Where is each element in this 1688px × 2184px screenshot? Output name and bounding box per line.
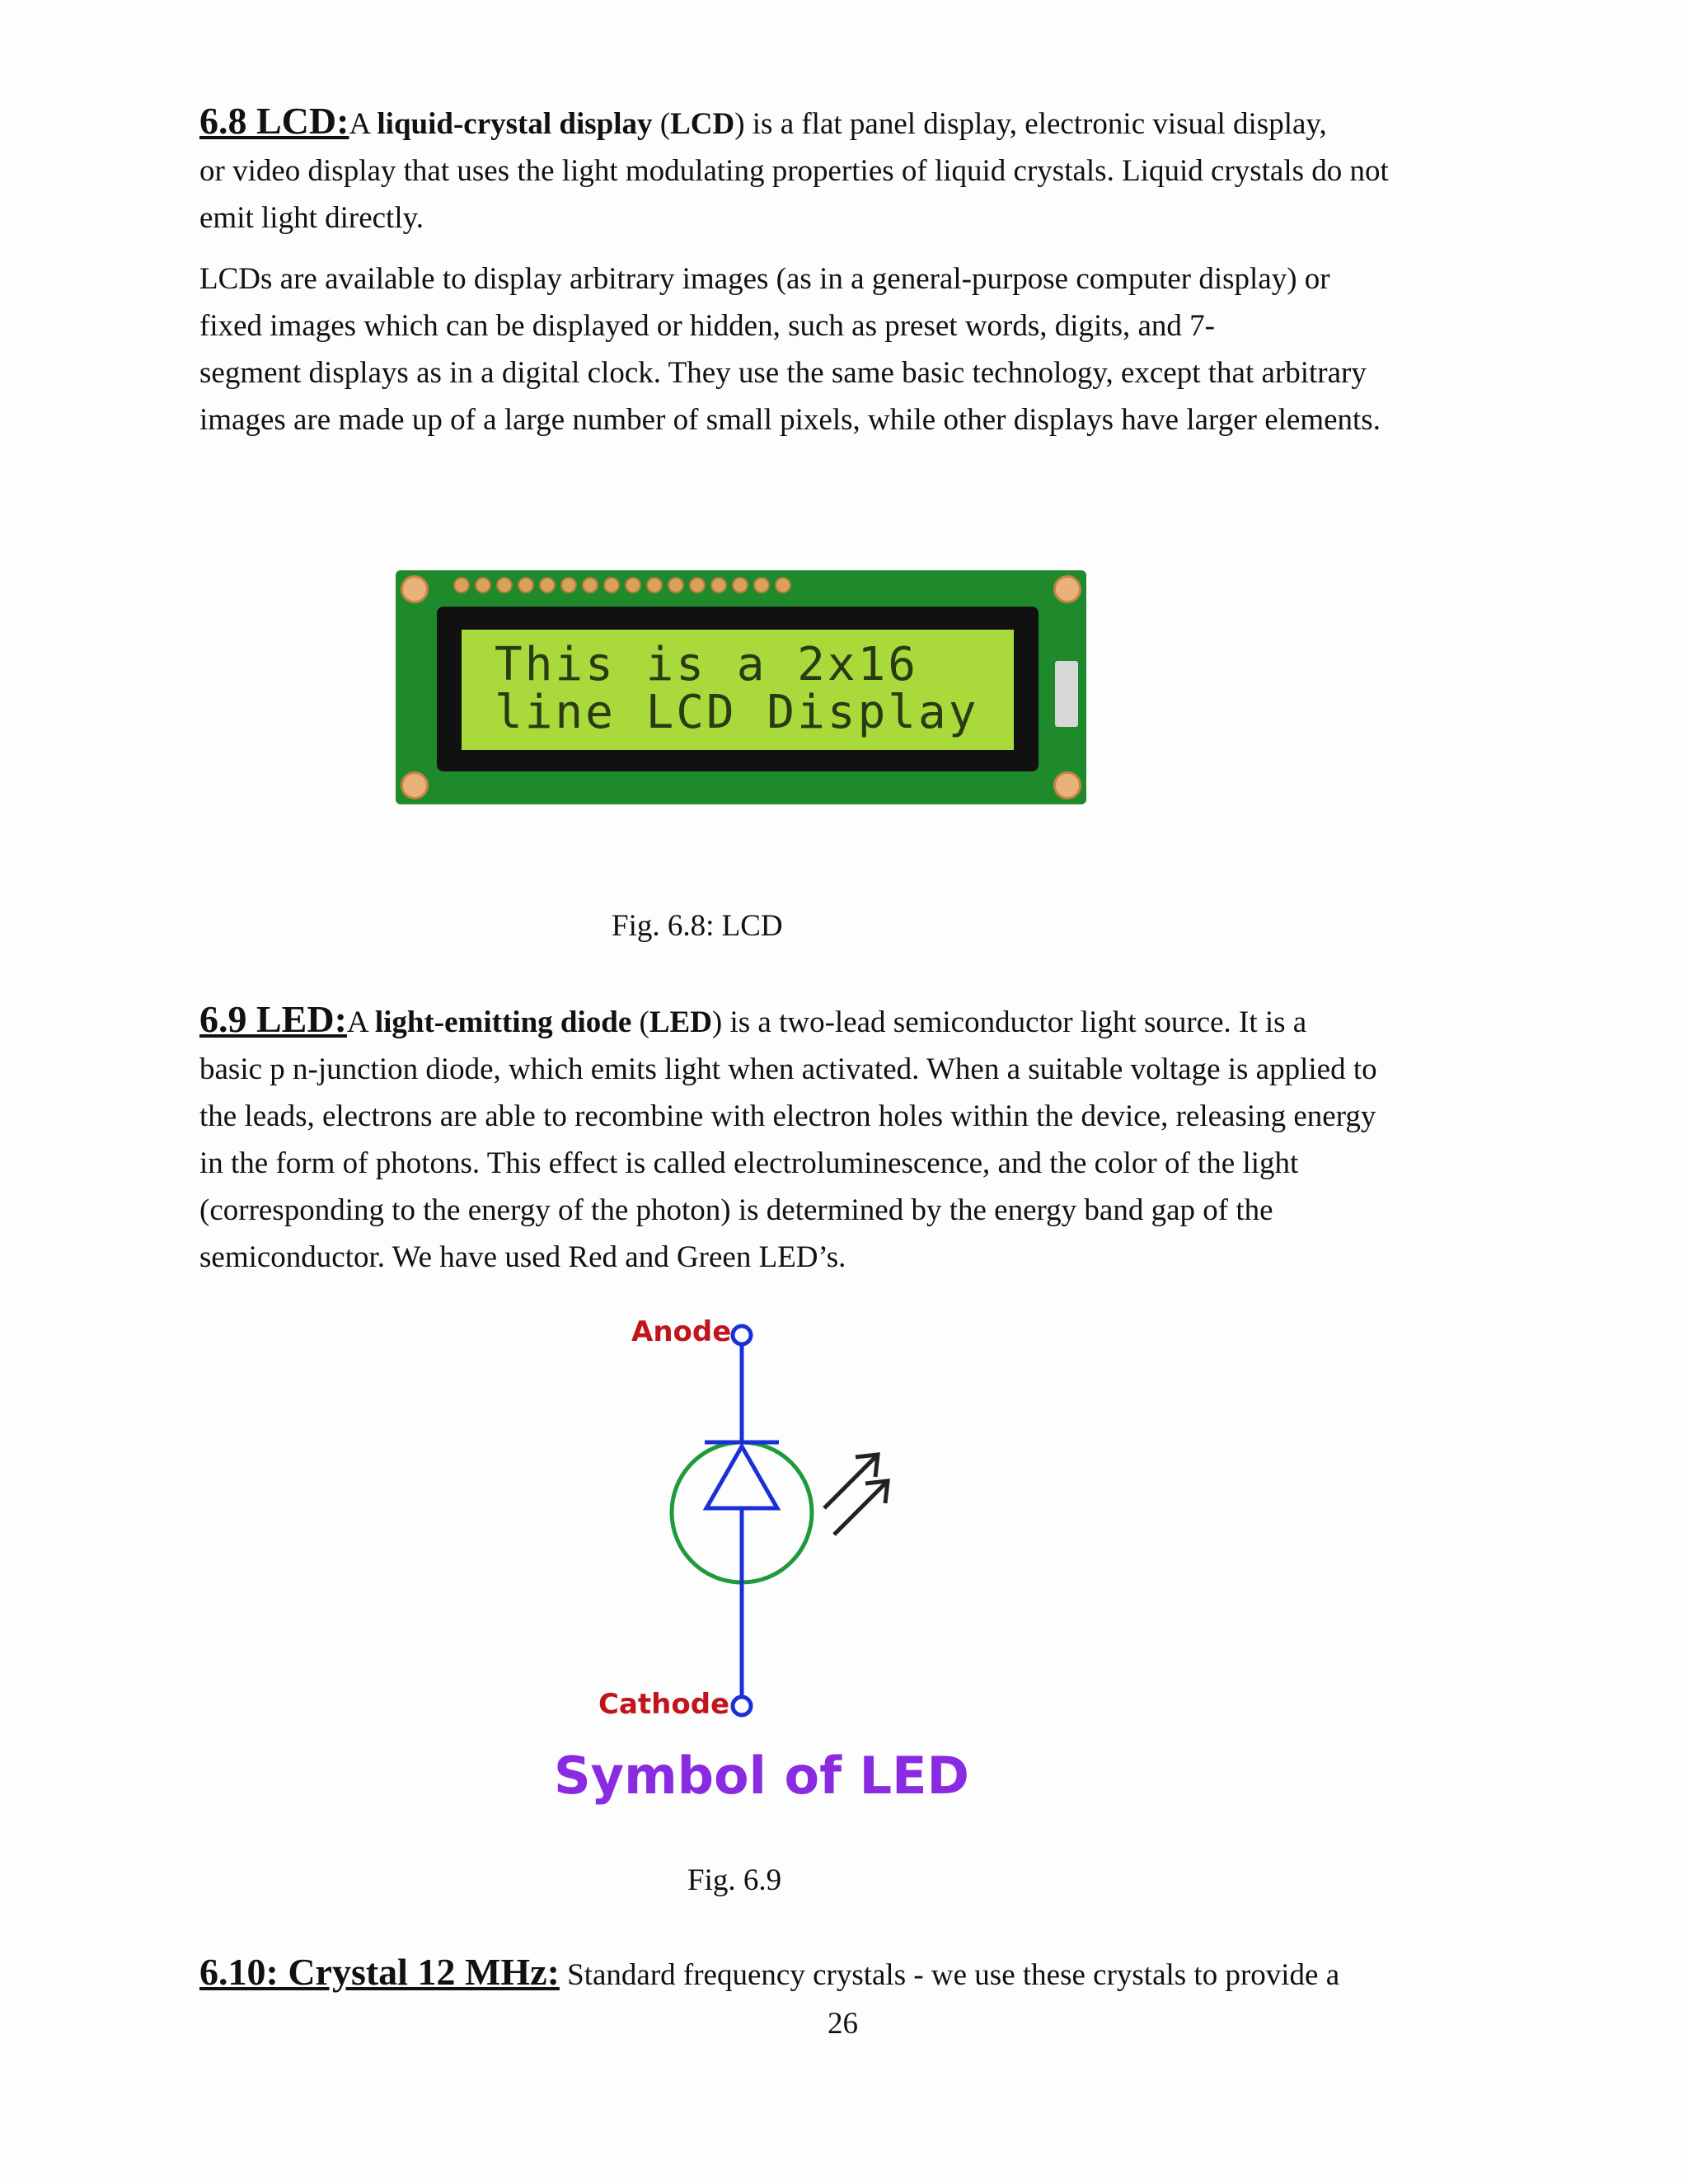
lcd-screen [462, 630, 1014, 750]
abbr-led-bold: LED [649, 1005, 712, 1039]
text-run: Standard frequency crystals - we use these crystals to provide a [559, 1958, 1340, 1992]
term-lcd-bold: liquid-crystal display [377, 107, 653, 141]
anode-label: Anode [631, 1315, 732, 1348]
figure-caption-lcd: Fig. 6.8: LCD [612, 909, 783, 943]
crystal-heading: 6.10: Crystal 12 MHz: [199, 1951, 560, 1993]
led-symbol-title: Symbol of LED [554, 1746, 969, 1806]
led-heading: 6.9 LED: [199, 998, 347, 1040]
backlight-connector [1055, 661, 1078, 727]
text-line: the leads, electrons are able to recombine with electron holes within the device, releasing energy [199, 1099, 1376, 1133]
text-run: ( [652, 107, 671, 141]
text-run: ( [631, 1005, 649, 1039]
led-symbol-diagram [577, 1302, 923, 1731]
text-line: segment displays as in a digital clock. They use the same basic technology, except that arbitrary [199, 356, 1367, 390]
page-number: 26 [828, 2007, 858, 2041]
lcd-module-image [396, 570, 1086, 804]
text-run: A [346, 1005, 375, 1039]
text-line: fixed images which can be displayed or hidden, such as preset words, digits, and 7- [199, 309, 1216, 343]
mounting-hole [1053, 771, 1081, 799]
led-paragraph [199, 996, 1502, 1281]
text-run: ) is a flat panel display, electronic visual display, [734, 107, 1327, 141]
text-line: basic p n-junction diode, which emits light when activated. When a suitable voltage is applied to [199, 1052, 1377, 1086]
text-run: ) is a two-lead semiconductor light source. It is a [711, 1005, 1307, 1039]
lcd-line-1: This is a 2x16 [495, 638, 919, 691]
anode-terminal [733, 1326, 751, 1344]
cathode-terminal [733, 1697, 751, 1715]
light-emission-arrows-icon [824, 1455, 888, 1535]
text-line: semiconductor. We have used Red and Green LED’s. [199, 1240, 846, 1274]
mounting-hole [401, 771, 429, 799]
text-line: in the form of photons. This effect is called electroluminescence, and the color of the light [199, 1146, 1299, 1180]
crystal-paragraph [199, 1948, 1502, 1999]
text-run: A [349, 107, 377, 141]
figure-caption-led: Fig. 6.9 [687, 1863, 782, 1897]
diode-triangle [706, 1446, 777, 1508]
text-line: (corresponding to the energy of the photon) is determined by the energy band gap of the [199, 1193, 1273, 1227]
text-line: images are made up of a large number of small pixels, while other displays have larger elements. [199, 403, 1381, 437]
header-pins [453, 577, 816, 593]
lcd-line-2: line LCD Display [495, 686, 979, 739]
text-line: emit light directly. [199, 201, 424, 235]
term-led-bold: light-emitting diode [374, 1005, 632, 1039]
lcd-paragraph-1 [199, 97, 1502, 241]
text-line: LCDs are available to display arbitrary images (as in a general-purpose computer display) or [199, 262, 1330, 296]
cathode-label: Cathode [598, 1688, 730, 1721]
lcd-bezel [437, 607, 1039, 771]
mounting-hole [1053, 575, 1081, 603]
lcd-paragraph-2 [199, 255, 1502, 443]
abbr-lcd-bold: LCD [670, 107, 735, 141]
text-line: or video display that uses the light modulating properties of liquid crystals. Liquid crystals do not [199, 154, 1389, 188]
lcd-heading: 6.8 LCD: [199, 100, 349, 142]
mounting-hole [401, 575, 429, 603]
